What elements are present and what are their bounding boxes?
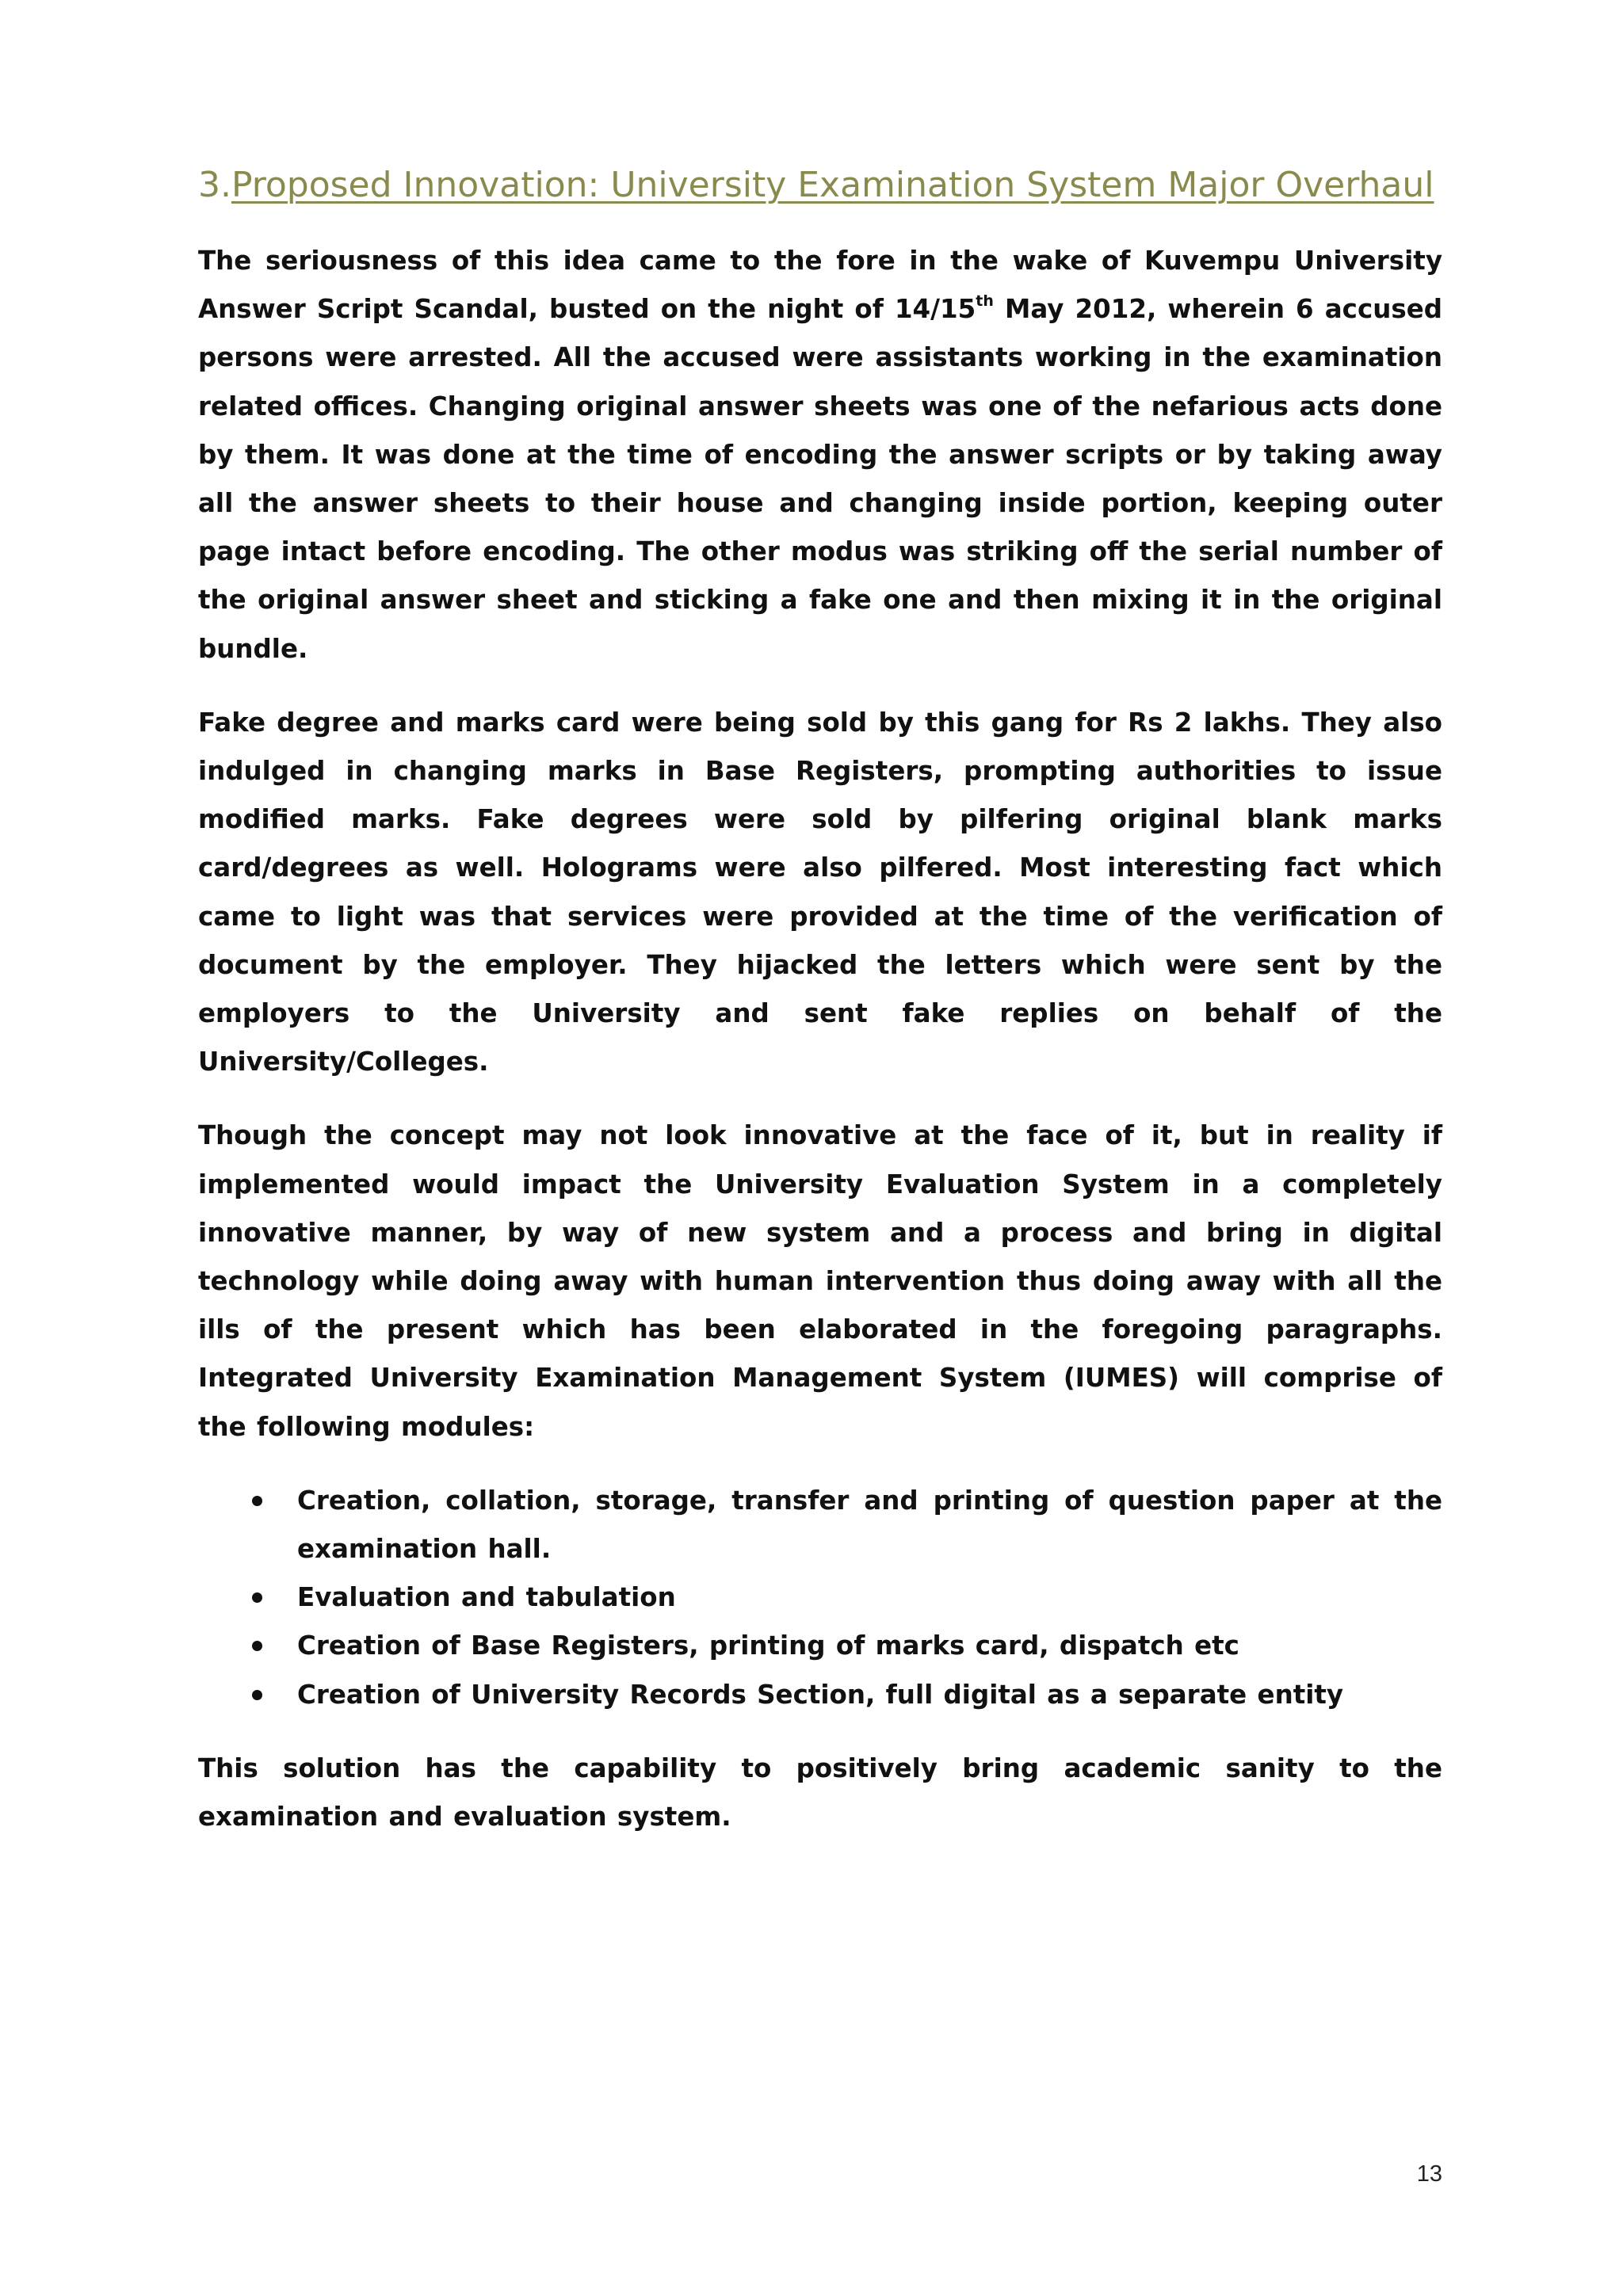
module-text: Creation of University Records Section, full digital as a separate entity [297,1679,1344,1710]
module-text: Creation of Base Registers, printing of marks card, dispatch etc [297,1630,1239,1661]
paragraph-scandal-part1: The seriousness of this idea came to the fore in the wake of Kuvempu University Answer Script Scandal, busted on the night of 14/15 [198,246,1442,325]
paragraph-fake-degrees: Fake degree and marks card were being sold by this gang for Rs 2 lakhs. They also indulged in changing marks in Base Registers, prompting authorities to issue modified marks. Fake degrees were sold by pilfering original blank marks card/degrees as well. Holograms were also pilfered. Most interesting fact which came to light was that services were provided at the time of the verification of document by the employer. They hijacked the letters which were sent by the employers to the University and sent fake replies on behalf of the University/Colleges. [198,707,1442,1077]
modules-list [198,1477,1442,1719]
bullet-icon [252,1641,262,1651]
list-item [198,1573,1442,1622]
section-number: 3. [198,165,231,205]
section-heading [198,154,1442,216]
list-item [198,1477,1442,1573]
module-text: Evaluation and tabulation [297,1582,676,1613]
bullet-icon [252,1496,262,1506]
module-text: Creation, collation, storage, transfer and printing of question paper at the examination hall. [297,1485,1442,1565]
paragraph-scandal [198,237,1442,673]
paragraph-concept: Though the concept may not look innovative at the face of it, but in reality if implemented would impact the University Evaluation System in a completely innovative manner, by way of new system and a process and bring in digital technology while doing away with human intervention thus doing away with all the ills of the present which has been elaborated in the foregoing paragraphs. Integrated University Examination Management System (IUMES) will comprise of the following modules: [198,1120,1442,1442]
document-page [198,154,1442,1867]
bullet-icon [252,1690,262,1700]
bullet-icon [252,1592,262,1603]
page-number: 13 [1416,2161,1442,2187]
paragraph-conclusion: This solution has the capability to positively bring academic sanity to the examination and evaluation system. [198,1753,1442,1833]
paragraph-scandal-part2: May 2012, wherein 6 accused persons were arrested. All the accused were assistants working in the examination related offices. Changing original answer sheets was one of the nefarious acts done by them. It was done at the time of encoding the answer scripts or by taking away all the answer sheets to their house and changing inside portion, keeping outer page intact before encoding. The other modus was striking off the serial number of the original answer sheet and sticking a fake one and then mixing it in the original bundle. [198,294,1443,664]
list-item [198,1671,1442,1719]
section-title: Proposed Innovation: University Examination System Major Overhaul [231,165,1434,205]
ordinal-superscript: th [976,292,994,311]
list-item [198,1622,1442,1670]
